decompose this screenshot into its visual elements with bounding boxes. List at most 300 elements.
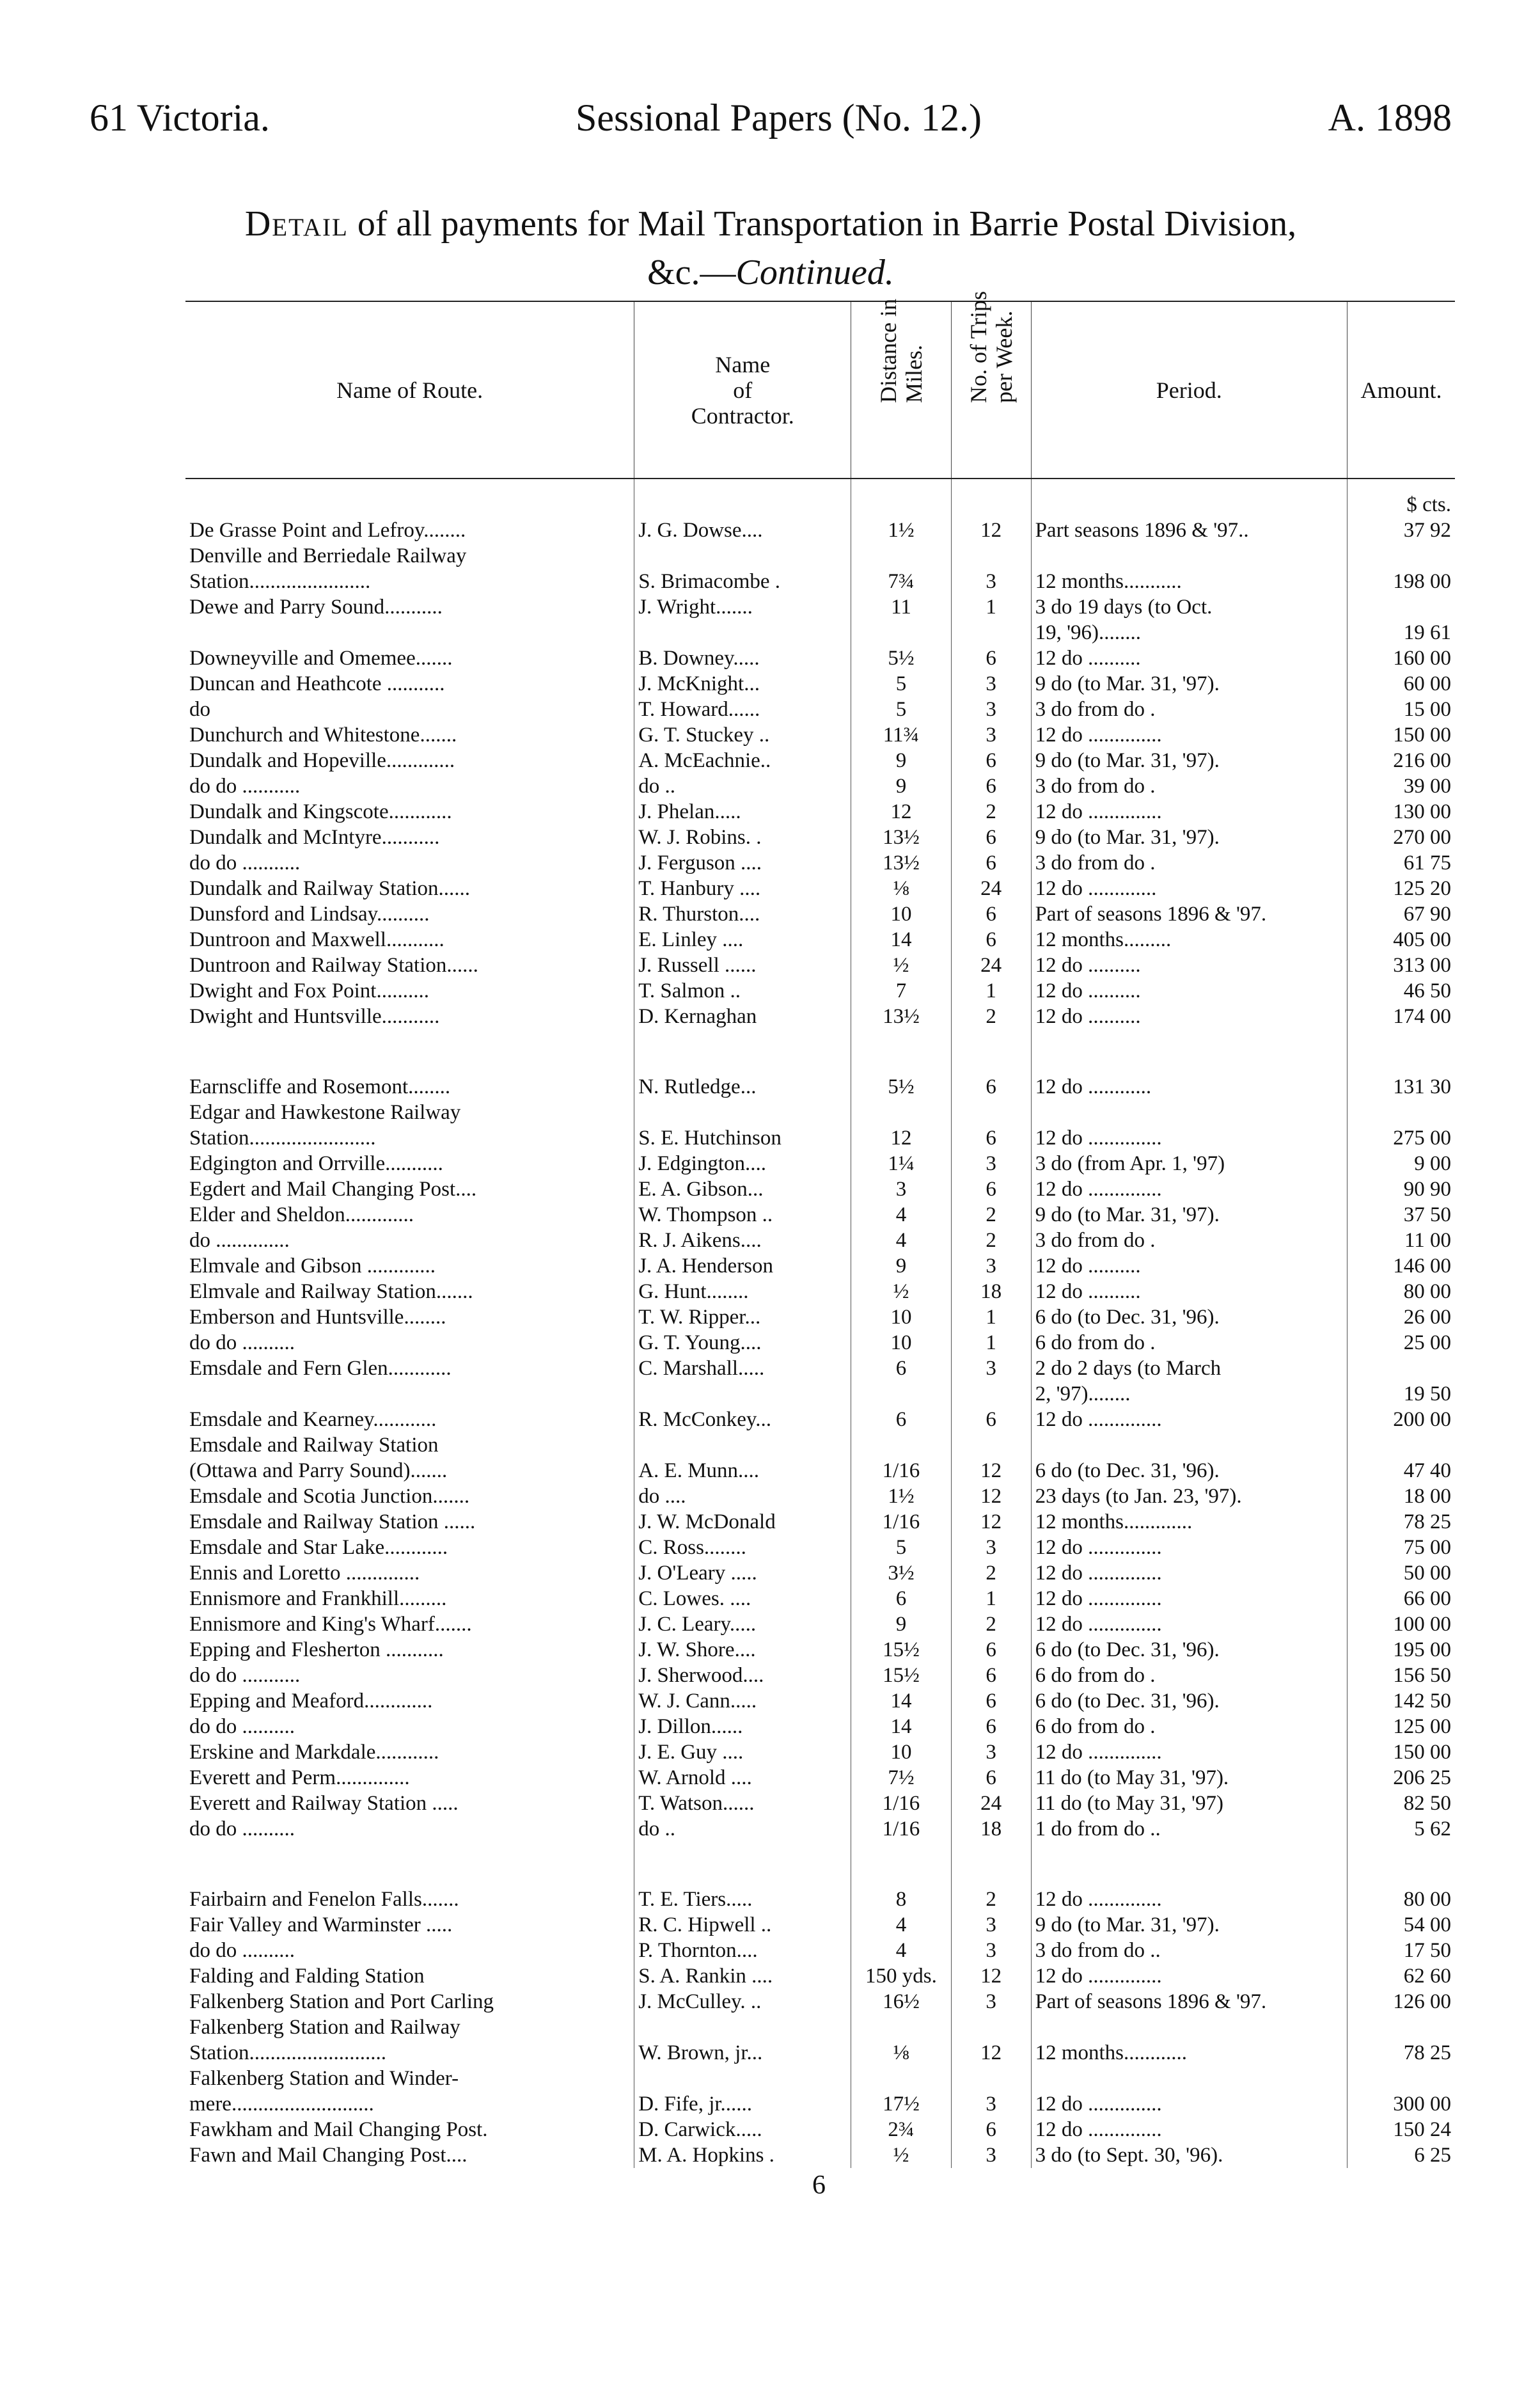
col-distance-line2: Miles. — [900, 344, 927, 403]
contractor-cell: J. Edgington.... — [634, 1151, 851, 1176]
trips-cell — [951, 1100, 1031, 1125]
distance-cell: 11 — [851, 594, 951, 620]
empty-cell — [1031, 1029, 1347, 1074]
route-cell: Epping and Flesherton ........... — [185, 1637, 634, 1663]
period-cell: 9 do (to Mar. 31, '97). — [1031, 671, 1347, 697]
amount-cell: 216 00 — [1393, 749, 1451, 772]
table-row — [185, 1458, 1455, 1484]
amount-cell: 19 50 — [1403, 1382, 1451, 1405]
trips-cell: 1 — [951, 1304, 1031, 1330]
period-cell: 6 do from do . — [1031, 1330, 1347, 1356]
table-row — [185, 722, 1455, 748]
trips-cell — [951, 620, 1031, 645]
distance-cell: 6 — [851, 1586, 951, 1611]
period-cell: 12 do .......... — [1031, 645, 1347, 671]
period-cell: 12 do .............. — [1031, 1560, 1347, 1586]
trips-cell: 6 — [951, 645, 1031, 671]
table-row — [185, 1484, 1455, 1509]
period-cell: Part of seasons 1896 & '97. — [1031, 901, 1347, 927]
route-cell: Dundalk and Hopeville............. — [185, 748, 634, 773]
table-row — [185, 799, 1455, 825]
amount-cell: 18 00 — [1403, 1485, 1451, 1508]
route-cell: do do .......... — [185, 1714, 634, 1739]
period-cell: 12 do .............. — [1031, 799, 1347, 825]
route-cell: Dunsford and Lindsay.......... — [185, 901, 634, 927]
contractor-cell: J. A. Henderson — [634, 1253, 851, 1279]
period-cell: 12 do .............. — [1031, 1176, 1347, 1202]
table-row — [185, 1611, 1455, 1637]
trips-cell: 12 — [951, 2040, 1031, 2066]
payments-table — [185, 290, 1455, 2168]
amount-cell: 125 20 — [1393, 877, 1451, 900]
distance-cell: 1/16 — [851, 1509, 951, 1535]
distance-cell: 14 — [851, 927, 951, 953]
period-cell: 12 do ............ — [1031, 1074, 1347, 1100]
trips-cell: 3 — [951, 2142, 1031, 2168]
trips-cell: 3 — [951, 1739, 1031, 1765]
amount-cell: 174 00 — [1393, 1005, 1451, 1028]
trips-cell: 2 — [951, 1228, 1031, 1253]
col-distance-header — [851, 298, 951, 479]
distance-cell: ½ — [851, 1279, 951, 1304]
period-cell: 12 do .............. — [1031, 1739, 1347, 1765]
route-cell: Dunchurch and Whitestone....... — [185, 722, 634, 748]
period-cell: Part seasons 1896 & '97.. — [1031, 518, 1347, 543]
amount-cell: 50 00 — [1403, 1562, 1451, 1585]
period-cell: 12 do .............. — [1031, 1586, 1347, 1611]
route-cell: Emsdale and Star Lake............ — [185, 1535, 634, 1560]
route-cell: Falkenberg Station and Port Carling — [185, 1989, 634, 2014]
route-cell: Downeyville and Omemee....... — [185, 645, 634, 671]
distance-cell: 4 — [851, 1912, 951, 1938]
route-cell: Everett and Perm.............. — [185, 1765, 634, 1791]
trips-cell: 12 — [951, 1458, 1031, 1484]
period-cell: 2, '97)........ — [1031, 1381, 1347, 1407]
period-cell: 2 do 2 days (to March — [1031, 1356, 1347, 1381]
distance-cell: 5 — [851, 1535, 951, 1560]
trips-cell: 24 — [951, 953, 1031, 978]
contractor-cell: J. W. Shore.... — [634, 1637, 851, 1663]
table-row — [185, 773, 1455, 799]
trips-cell: 6 — [951, 1125, 1031, 1151]
trips-cell: 1 — [951, 1330, 1031, 1356]
contractor-cell: M. A. Hopkins . — [634, 2142, 851, 2168]
contractor-cell — [634, 2066, 851, 2091]
period-cell: 3 do from do .. — [1031, 1938, 1347, 1963]
contractor-cell: C. Marshall..... — [634, 1356, 851, 1381]
period-cell: 6 do (to Dec. 31, '96). — [1031, 1458, 1347, 1484]
amount-cell: 195 00 — [1393, 1638, 1451, 1661]
table-row — [185, 1938, 1455, 1963]
distance-cell: 150 yds. — [851, 1963, 951, 1989]
table-row — [185, 1381, 1455, 1407]
trips-cell: 3 — [951, 1989, 1031, 2014]
table-row — [185, 697, 1455, 722]
amount-cell: 6 25 — [1414, 2144, 1451, 2167]
empty-cell — [634, 1029, 851, 1074]
table-row — [185, 1663, 1455, 1688]
distance-cell: 13½ — [851, 1004, 951, 1029]
amount-cell: 270 00 — [1393, 826, 1451, 849]
period-cell: 6 do (to Dec. 31, '96). — [1031, 1304, 1347, 1330]
contractor-cell: J. Dillon...... — [634, 1714, 851, 1739]
amount-cell: 19 61 — [1403, 621, 1451, 644]
contractor-cell — [634, 1100, 851, 1125]
period-cell: 9 do (to Mar. 31, '97). — [1031, 1202, 1347, 1228]
route-cell: Fawkham and Mail Changing Post. — [185, 2117, 634, 2142]
route-cell: do do ........... — [185, 1663, 634, 1688]
amount-cell: 125 00 — [1393, 1715, 1451, 1738]
amount-cell — [1347, 1356, 1455, 1381]
amount-cell: 131 30 — [1393, 1075, 1451, 1098]
table-row — [185, 1586, 1455, 1611]
trips-cell: 6 — [951, 748, 1031, 773]
contractor-cell — [634, 1381, 851, 1407]
period-cell: 3 do (to Sept. 30, '96). — [1031, 2142, 1347, 2168]
period-cell: 19, '96)........ — [1031, 620, 1347, 645]
amount-cell: 11 00 — [1404, 1229, 1451, 1252]
distance-cell: 5½ — [851, 1074, 951, 1100]
amount-cell: 156 50 — [1393, 1664, 1451, 1687]
contractor-cell: W. Thompson .. — [634, 1202, 851, 1228]
contractor-cell: D. Kernaghan — [634, 1004, 851, 1029]
route-cell: Elmvale and Railway Station....... — [185, 1279, 634, 1304]
distance-cell — [851, 620, 951, 645]
distance-cell: 4 — [851, 1202, 951, 1228]
route-cell: Emsdale and Railway Station ...... — [185, 1509, 634, 1535]
amount-cell: 17 50 — [1403, 1939, 1451, 1962]
contractor-cell: T. Salmon .. — [634, 978, 851, 1004]
distance-cell — [851, 2066, 951, 2091]
distance-cell: 1/16 — [851, 1816, 951, 1842]
header-year: A. 1898 — [1328, 97, 1452, 139]
amount-cell: 200 00 — [1393, 1408, 1451, 1431]
empty-cell — [1031, 1842, 1347, 1887]
route-cell: Emberson and Huntsville........ — [185, 1304, 634, 1330]
trips-cell: 12 — [951, 1509, 1031, 1535]
trips-cell: 2 — [951, 1202, 1031, 1228]
amount-cell: 80 00 — [1403, 1280, 1451, 1303]
route-cell: Edgar and Hawkestone Railway — [185, 1100, 634, 1125]
distance-cell: 14 — [851, 1714, 951, 1739]
period-cell: 12 do .......... — [1031, 1279, 1347, 1304]
route-cell: Falkenberg Station and Railway — [185, 2014, 634, 2040]
route-cell: Dewe and Parry Sound........... — [185, 594, 634, 620]
contractor-cell: J. McCulley. .. — [634, 1989, 851, 2014]
distance-cell: 2¾ — [851, 2117, 951, 2142]
distance-cell: 3 — [851, 1176, 951, 1202]
amount-cell: 60 00 — [1403, 672, 1451, 695]
contractor-cell: J. E. Guy .... — [634, 1739, 851, 1765]
amount-cell: 198 00 — [1393, 570, 1451, 593]
period-cell: 12 do .......... — [1031, 978, 1347, 1004]
period-cell: 12 months............ — [1031, 2040, 1347, 2066]
trips-cell: 6 — [951, 1637, 1031, 1663]
period-cell: 12 do .......... — [1031, 953, 1347, 978]
trips-cell: 2 — [951, 1887, 1031, 1912]
trips-cell: 1 — [951, 978, 1031, 1004]
contractor-cell: R. McConkey... — [634, 1407, 851, 1432]
contractor-cell: D. Fife, jr...... — [634, 2091, 851, 2117]
distance-cell: 1½ — [851, 518, 951, 543]
trips-cell — [951, 543, 1031, 569]
amount-cell: 126 00 — [1393, 1990, 1451, 2013]
contractor-cell — [634, 620, 851, 645]
table-row — [185, 1887, 1455, 1912]
route-cell: do .............. — [185, 1228, 634, 1253]
table-row — [185, 2014, 1455, 2040]
contractor-cell: J. W. McDonald — [634, 1509, 851, 1535]
distance-cell: 4 — [851, 1938, 951, 1963]
contractor-cell: do .. — [634, 773, 851, 799]
distance-cell: 11¾ — [851, 722, 951, 748]
period-cell — [1031, 2014, 1347, 2040]
period-cell — [1031, 543, 1347, 569]
table-row — [185, 2040, 1455, 2066]
distance-cell: 9 — [851, 773, 951, 799]
contractor-cell: C. Lowes. .... — [634, 1586, 851, 1611]
trips-cell: 3 — [951, 1912, 1031, 1938]
section-gap — [185, 1029, 1455, 1074]
route-cell: mere........................... — [185, 2091, 634, 2117]
route-cell: do — [185, 697, 634, 722]
period-cell: 6 do (to Dec. 31, '96). — [1031, 1637, 1347, 1663]
table-row — [185, 518, 1455, 543]
route-cell — [185, 1381, 634, 1407]
amount-cell: 100 00 — [1393, 1613, 1451, 1636]
contractor-cell: J. Phelan..... — [634, 799, 851, 825]
distance-cell: 13½ — [851, 825, 951, 850]
col-trips-line2: per Week. — [991, 310, 1017, 403]
route-cell: Denville and Berriedale Railway — [185, 543, 634, 569]
period-cell: 6 do (to Dec. 31, '96). — [1031, 1688, 1347, 1714]
amount-cell — [1347, 1100, 1455, 1125]
period-cell: 3 do from do . — [1031, 697, 1347, 722]
period-cell: 3 do from do . — [1031, 1228, 1347, 1253]
distance-cell: 10 — [851, 1739, 951, 1765]
col-distance-line1: Distance in — [875, 298, 901, 403]
amount-cell: 146 00 — [1393, 1254, 1451, 1278]
trips-cell: 1 — [951, 594, 1031, 620]
document-title — [90, 200, 1452, 297]
trips-cell: 3 — [951, 697, 1031, 722]
distance-cell: 15½ — [851, 1637, 951, 1663]
distance-cell: 10 — [851, 1330, 951, 1356]
distance-cell: 1½ — [851, 1484, 951, 1509]
amount-cell: 62 60 — [1403, 1965, 1451, 1988]
contractor-cell — [634, 543, 851, 569]
contractor-cell: T. W. Ripper... — [634, 1304, 851, 1330]
trips-cell: 2 — [951, 1004, 1031, 1029]
route-cell: Dwight and Huntsville........... — [185, 1004, 634, 1029]
distance-cell: 7 — [851, 978, 951, 1004]
header-sessional-papers: Sessional Papers (No. 12.) — [576, 97, 982, 139]
period-cell: 3 do (from Apr. 1, '97) — [1031, 1151, 1347, 1176]
trips-cell: 6 — [951, 850, 1031, 876]
trips-cell: 18 — [951, 1816, 1031, 1842]
route-cell: Earnscliffe and Rosemont........ — [185, 1074, 634, 1100]
trips-cell: 6 — [951, 773, 1031, 799]
amount-cell: 5 62 — [1414, 1817, 1451, 1840]
col-route-header: Name of Route. — [185, 301, 634, 479]
route-cell: Fairbairn and Fenelon Falls....... — [185, 1887, 634, 1912]
contractor-cell: E. Linley .... — [634, 927, 851, 953]
distance-cell — [851, 2014, 951, 2040]
trips-cell: 6 — [951, 2117, 1031, 2142]
col-trips-line1: No. of Trips — [965, 290, 991, 403]
amount-cell: 26 00 — [1403, 1306, 1451, 1329]
amount-cell: 67 90 — [1403, 903, 1451, 926]
route-cell: Emsdale and Railway Station — [185, 1432, 634, 1458]
amount-cell: 61 75 — [1403, 851, 1451, 874]
contractor-cell: N. Rutledge... — [634, 1074, 851, 1100]
period-cell: 12 do .......... — [1031, 1253, 1347, 1279]
trips-cell: 12 — [951, 518, 1031, 543]
distance-cell — [851, 1100, 951, 1125]
route-cell: Ennismore and King's Wharf....... — [185, 1611, 634, 1637]
trips-cell: 2 — [951, 1611, 1031, 1637]
contractor-cell: J. McKnight... — [634, 671, 851, 697]
col-trips-header — [951, 290, 1031, 479]
contractor-cell: A. McEachnie.. — [634, 748, 851, 773]
period-cell: 9 do (to Mar. 31, '97). — [1031, 1912, 1347, 1938]
route-cell: Duncan and Heathcote ........... — [185, 671, 634, 697]
route-cell: Fair Valley and Warminster ..... — [185, 1912, 634, 1938]
trips-cell — [951, 1381, 1031, 1407]
period-cell — [1031, 1100, 1347, 1125]
contractor-cell: G. Hunt........ — [634, 1279, 851, 1304]
table-row — [185, 1304, 1455, 1330]
contractor-cell: J. G. Dowse.... — [634, 518, 851, 543]
trips-cell: 3 — [951, 722, 1031, 748]
distance-cell — [851, 1432, 951, 1458]
distance-cell: 12 — [851, 799, 951, 825]
period-cell: 12 do .............. — [1031, 1535, 1347, 1560]
table-row — [185, 1989, 1455, 2014]
period-cell: 11 do (to May 31, '97). — [1031, 1765, 1347, 1791]
contractor-cell: J. C. Leary..... — [634, 1611, 851, 1637]
trips-cell — [951, 2014, 1031, 2040]
amount-cell — [1347, 1432, 1455, 1458]
distance-cell: 6 — [851, 1407, 951, 1432]
contractor-cell: P. Thornton.... — [634, 1938, 851, 1963]
route-cell: Dundalk and Kingscote............ — [185, 799, 634, 825]
contractor-cell: G. T. Stuckey .. — [634, 722, 851, 748]
amount-cell: 150 00 — [1393, 724, 1451, 747]
table-row — [185, 1432, 1455, 1458]
col-contractor-line1: Name — [715, 351, 771, 377]
trips-cell: 24 — [951, 876, 1031, 901]
trips-cell: 12 — [951, 1963, 1031, 1989]
amount-cell: 25 00 — [1403, 1331, 1451, 1354]
trips-cell: 6 — [951, 927, 1031, 953]
table-row — [185, 876, 1455, 901]
amount-cell: 78 25 — [1403, 1510, 1451, 1533]
route-cell: Fawn and Mail Changing Post.... — [185, 2142, 634, 2168]
period-cell: 3 do from do . — [1031, 850, 1347, 876]
table-row — [185, 543, 1455, 569]
distance-cell: 4 — [851, 1228, 951, 1253]
period-cell: 12 do .............. — [1031, 1611, 1347, 1637]
trips-cell: 3 — [951, 2091, 1031, 2117]
route-cell: Emsdale and Kearney............ — [185, 1407, 634, 1432]
contractor-cell: T. Hanbury .... — [634, 876, 851, 901]
amount-cell: 78 25 — [1403, 2041, 1451, 2064]
empty-cell — [951, 1029, 1031, 1074]
amount-cell: 150 24 — [1393, 2118, 1451, 2141]
table-row — [185, 927, 1455, 953]
distance-cell: 9 — [851, 1611, 951, 1637]
amount-cell: 66 00 — [1403, 1587, 1451, 1610]
table-row — [185, 1509, 1455, 1535]
distance-cell: 13½ — [851, 850, 951, 876]
amount-cell: 300 00 — [1393, 2093, 1451, 2116]
distance-cell: 1/16 — [851, 1458, 951, 1484]
amount-cell — [1347, 543, 1455, 569]
contractor-cell: S. Brimacombe . — [634, 569, 851, 594]
distance-cell: 12 — [851, 1125, 951, 1151]
route-cell: Station.......................... — [185, 2040, 634, 2066]
table-row — [185, 2117, 1455, 2142]
amount-cell: 90 90 — [1403, 1178, 1451, 1201]
route-cell: Everett and Railway Station ..... — [185, 1791, 634, 1816]
period-cell: 6 do from do . — [1031, 1663, 1347, 1688]
table-row — [185, 1228, 1455, 1253]
route-cell: Elmvale and Gibson ............. — [185, 1253, 634, 1279]
trips-cell — [951, 2066, 1031, 2091]
period-cell: 1 do from do .. — [1031, 1816, 1347, 1842]
section-gap — [185, 1842, 1455, 1887]
trips-cell: 6 — [951, 1407, 1031, 1432]
route-cell: De Grasse Point and Lefroy........ — [185, 518, 634, 543]
amount-cell: 82 50 — [1403, 1792, 1451, 1815]
route-cell: do do .......... — [185, 1816, 634, 1842]
period-cell: 3 do from do . — [1031, 773, 1347, 799]
title-lead: Detail — [244, 204, 349, 244]
route-cell: Elder and Sheldon............. — [185, 1202, 634, 1228]
amount-cell: 160 00 — [1393, 647, 1451, 670]
route-cell: do do .......... — [185, 1938, 634, 1963]
route-cell: do do ........... — [185, 850, 634, 876]
trips-cell: 6 — [951, 1688, 1031, 1714]
distance-cell: 1¼ — [851, 1151, 951, 1176]
col-contractor-line3: Contractor. — [691, 402, 794, 429]
distance-cell: ⅛ — [851, 2040, 951, 2066]
trips-cell — [951, 1432, 1031, 1458]
table-row — [185, 1739, 1455, 1765]
amount-cell — [1347, 2066, 1455, 2091]
header-session: 61 Victoria. — [90, 97, 270, 139]
contractor-cell: W. J. Cann..... — [634, 1688, 851, 1714]
period-cell: 9 do (to Mar. 31, '97). — [1031, 748, 1347, 773]
contractor-cell: R. C. Hipwell .. — [634, 1912, 851, 1938]
contractor-cell: A. E. Munn.... — [634, 1458, 851, 1484]
title-rest: of all payments for Mail Transportation in Barrie Postal Division, — [348, 204, 1297, 244]
table-row — [185, 1125, 1455, 1151]
trips-cell: 6 — [951, 1765, 1031, 1791]
table-row — [185, 1765, 1455, 1791]
trips-cell: 6 — [951, 901, 1031, 927]
period-cell: 9 do (to Mar. 31, '97). — [1031, 825, 1347, 850]
period-cell: 12 do ............. — [1031, 876, 1347, 901]
contractor-cell: do .. — [634, 1816, 851, 1842]
period-cell: 6 do from do . — [1031, 1714, 1347, 1739]
contractor-cell: J. O'Leary ..... — [634, 1560, 851, 1586]
table-row — [185, 2142, 1455, 2168]
distance-cell: 9 — [851, 748, 951, 773]
contractor-cell: do .... — [634, 1484, 851, 1509]
amount-cell: 313 00 — [1393, 954, 1451, 977]
